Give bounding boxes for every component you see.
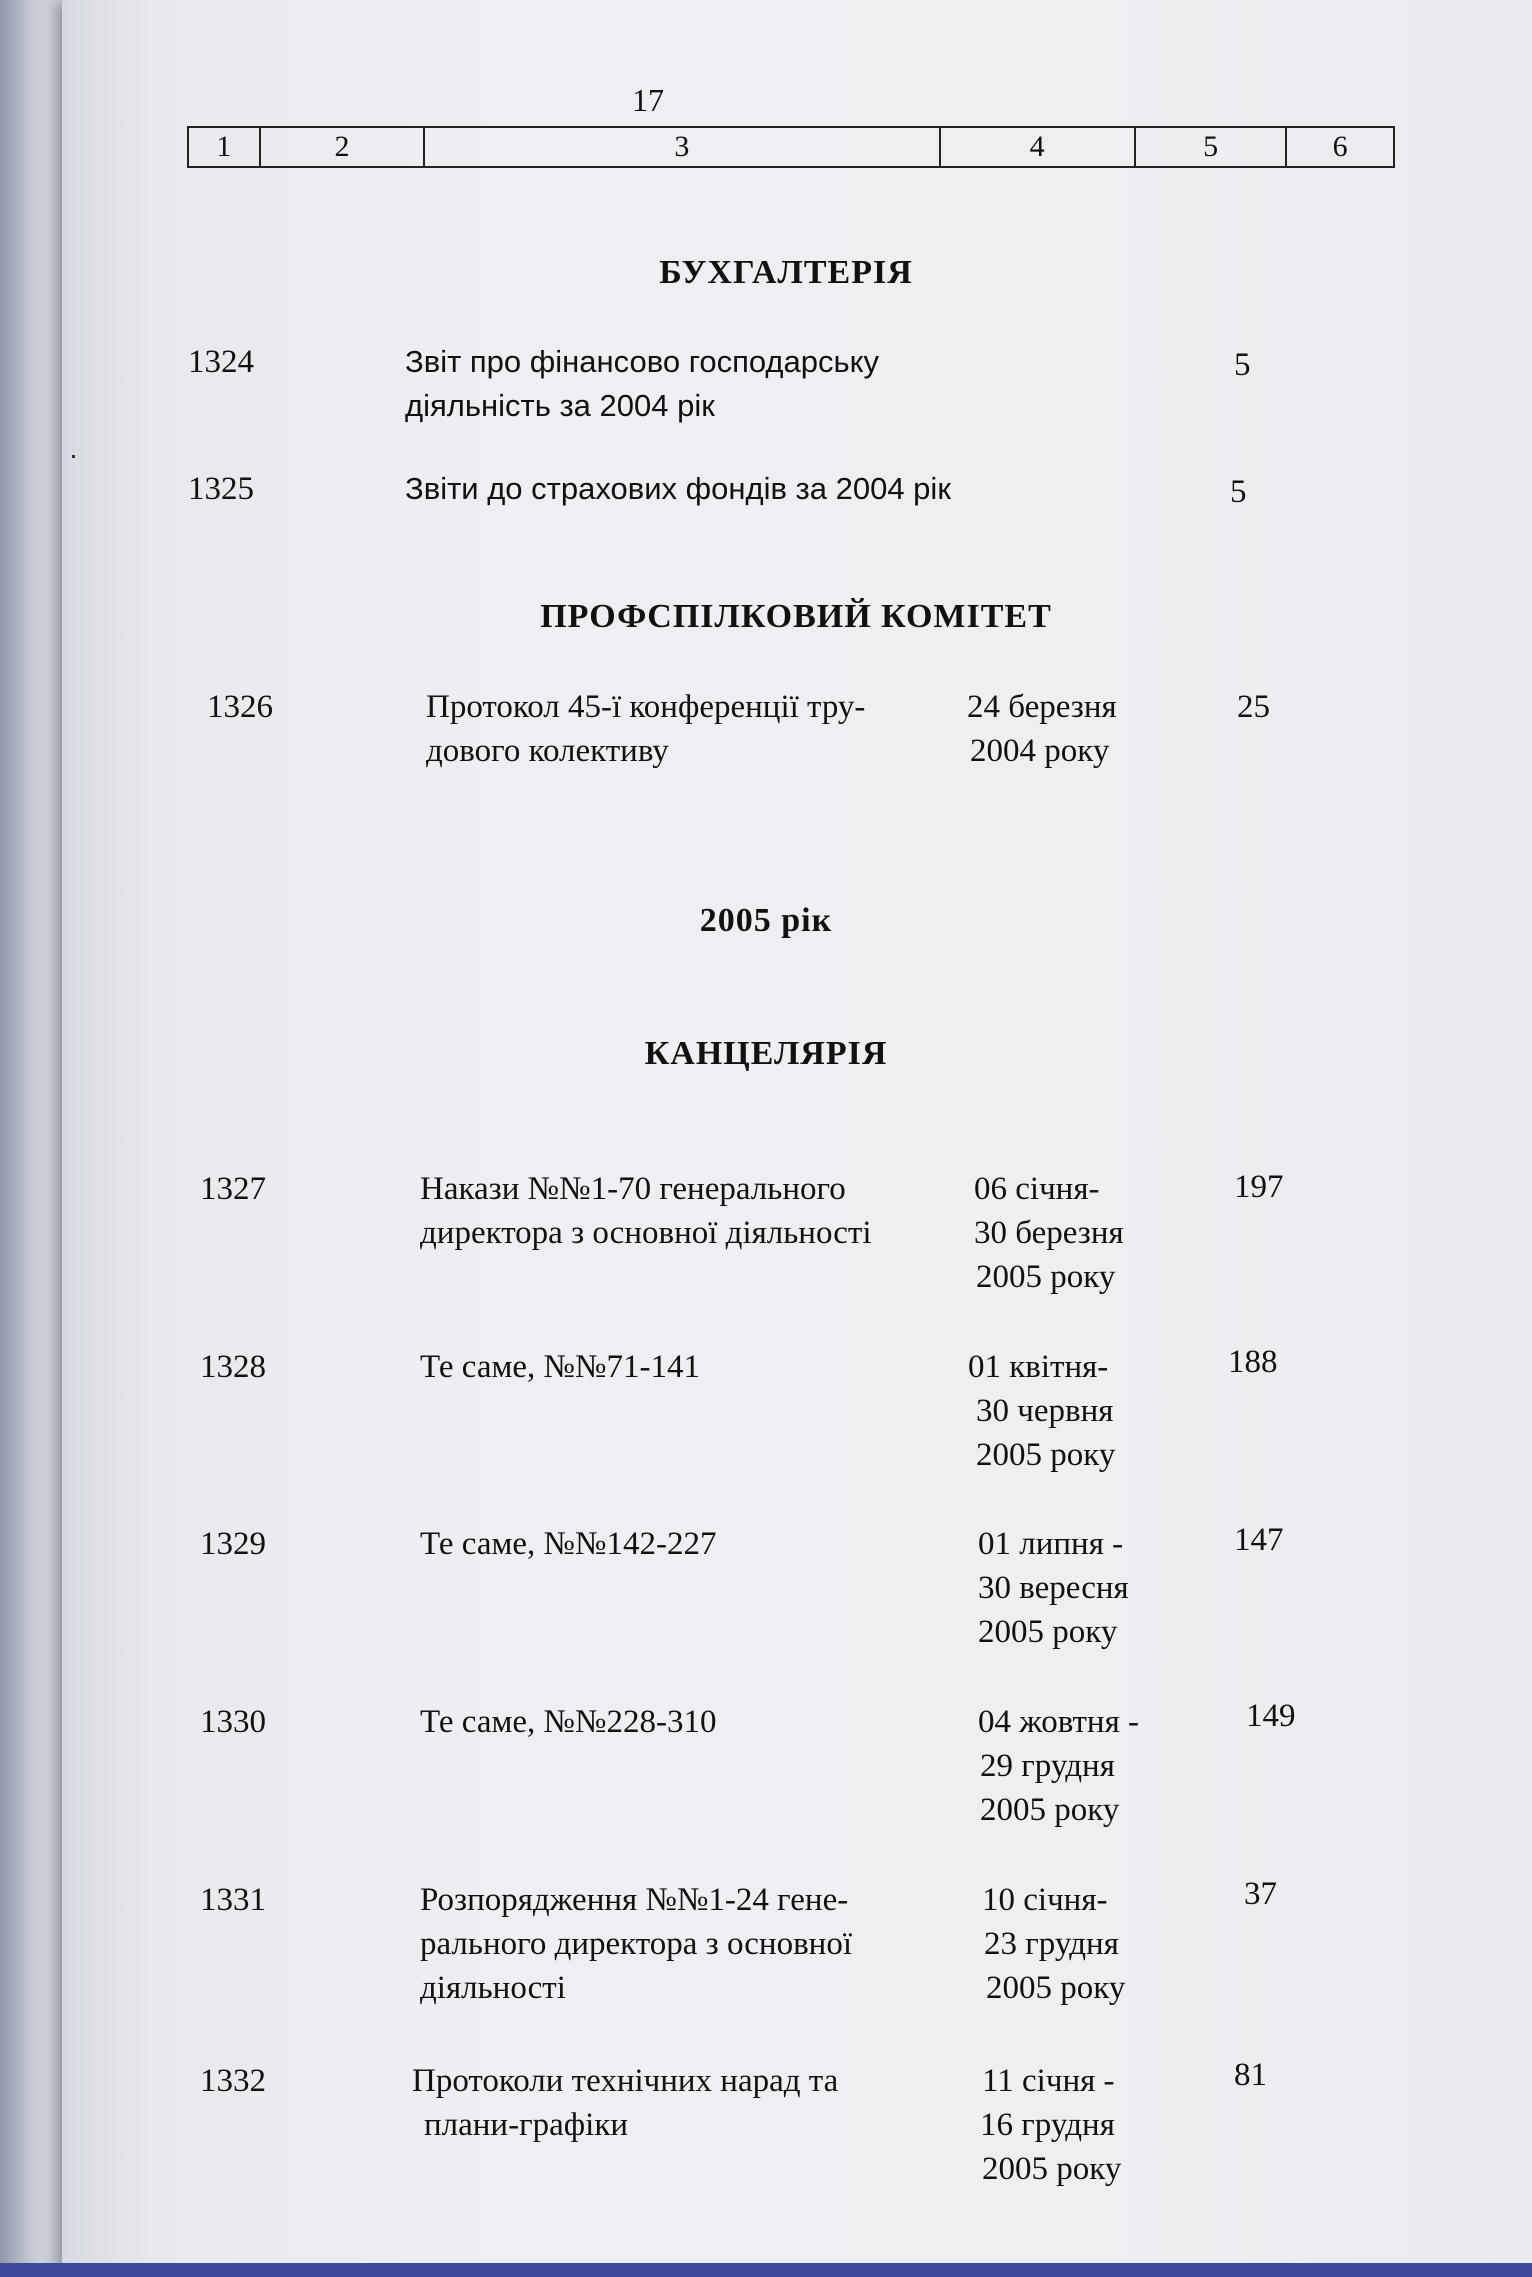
page-number: 17: [632, 82, 664, 118]
entry-title-line: Звіти до страхових фондів за 2004 рік: [405, 471, 951, 506]
entry-sheet-count: 5: [1230, 474, 1247, 510]
entry-number: 1324: [188, 344, 254, 380]
entry-date-line: 2005 року: [976, 1259, 1116, 1295]
entry-date-line: 2005 року: [976, 1437, 1116, 1473]
column-header-cell: 4: [941, 128, 1136, 166]
entry-title-line: директора з основної діяльності: [420, 1215, 872, 1251]
entry-title-line: Накази №№1-70 генерального: [420, 1171, 846, 1207]
entry-date-line: 24 березня: [967, 689, 1117, 725]
entry-title-line: Те саме, №№228-310: [420, 1704, 717, 1740]
entry-date-line: 30 червня: [976, 1393, 1114, 1429]
entry-title-line: рального директора з основної: [420, 1926, 852, 1962]
entry-number: 1325: [188, 471, 254, 507]
section-heading-year: 2005 рік: [699, 902, 833, 939]
entry-title-line: Те саме, №№142-227: [420, 1526, 717, 1562]
entry-date-line: 29 грудня: [980, 1748, 1115, 1784]
entry-sheet-count: 81: [1234, 2057, 1267, 2093]
entry-date-line: 30 березня: [974, 1215, 1124, 1251]
entry-date-line: 2005 року: [986, 1970, 1126, 2006]
entry-title-line: діяльність за 2004 рік: [405, 388, 715, 423]
entry-number: 1328: [200, 1349, 266, 1385]
entry-number: 1326: [207, 689, 273, 725]
entry-date-line: 2005 року: [978, 1614, 1118, 1650]
entry-date-line: 30 вересня: [978, 1570, 1129, 1606]
entry-sheet-count: 149: [1246, 1698, 1296, 1734]
entry-date-line: 2005 року: [982, 2151, 1122, 2187]
entry-title-line: дового колективу: [426, 733, 669, 769]
entry-sheet-count: 197: [1234, 1169, 1284, 1205]
scan-background-strip: [0, 2263, 1532, 2277]
entry-date-line: 2004 року: [970, 733, 1110, 769]
entry-title-line: діяльності: [420, 1970, 566, 2006]
column-header-cell: 1: [189, 128, 261, 166]
entry-title-line: Звіт про фінансово господарську: [405, 344, 880, 379]
column-header-cell: 3: [425, 128, 940, 166]
entry-date-line: 11 січня -: [982, 2063, 1115, 2099]
entry-date-line: 2005 року: [980, 1792, 1120, 1828]
entry-date-line: 10 січня-: [982, 1882, 1108, 1918]
entry-number: 1331: [200, 1882, 266, 1918]
entry-title-line: Розпорядження №№1-24 гене-: [420, 1882, 849, 1918]
entry-title-line: Протоколи технічних нарад та: [412, 2063, 839, 2099]
entry-sheet-count: 147: [1234, 1522, 1284, 1558]
section-heading-trade-union: ПРОФСПІЛКОВИЙ КОМІТЕТ: [540, 598, 1052, 635]
entry-title-line: Те саме, №№71-141: [420, 1349, 700, 1385]
entry-number: 1330: [200, 1704, 266, 1740]
column-number-header: [187, 126, 1395, 168]
entry-number: 1332: [200, 2063, 266, 2099]
entry-number: 1329: [200, 1526, 266, 1562]
entry-sheet-count: 25: [1237, 689, 1270, 725]
entry-date-line: 04 жовтня -: [978, 1704, 1139, 1740]
entry-date-line: 01 квітня-: [968, 1349, 1109, 1385]
entry-date-line: 06 січня-: [974, 1171, 1100, 1207]
section-heading-chancellery: КАНЦЕЛЯРІЯ: [644, 1035, 888, 1072]
entry-sheet-count: 37: [1244, 1876, 1277, 1912]
column-header-cell: 6: [1332, 130, 1348, 163]
entry-title-line: Протокол 45-ї конференції тру-: [426, 689, 866, 725]
column-header-cell: 2: [261, 128, 425, 166]
entry-title-line: плани-графіки: [424, 2107, 629, 2143]
entry-sheet-count: 188: [1228, 1344, 1278, 1380]
entry-sheet-count: 5: [1234, 347, 1251, 383]
entry-number: 1327: [200, 1171, 266, 1207]
column-header-cell: 5: [1136, 128, 1288, 166]
entry-date-line: 01 липня -: [978, 1526, 1124, 1562]
entry-date-line: 23 грудня: [984, 1926, 1119, 1962]
section-heading-accounting: БУХГАЛТЕРІЯ: [659, 254, 913, 291]
scan-speck: [72, 455, 75, 458]
entry-date-line: 16 грудня: [980, 2107, 1115, 2143]
